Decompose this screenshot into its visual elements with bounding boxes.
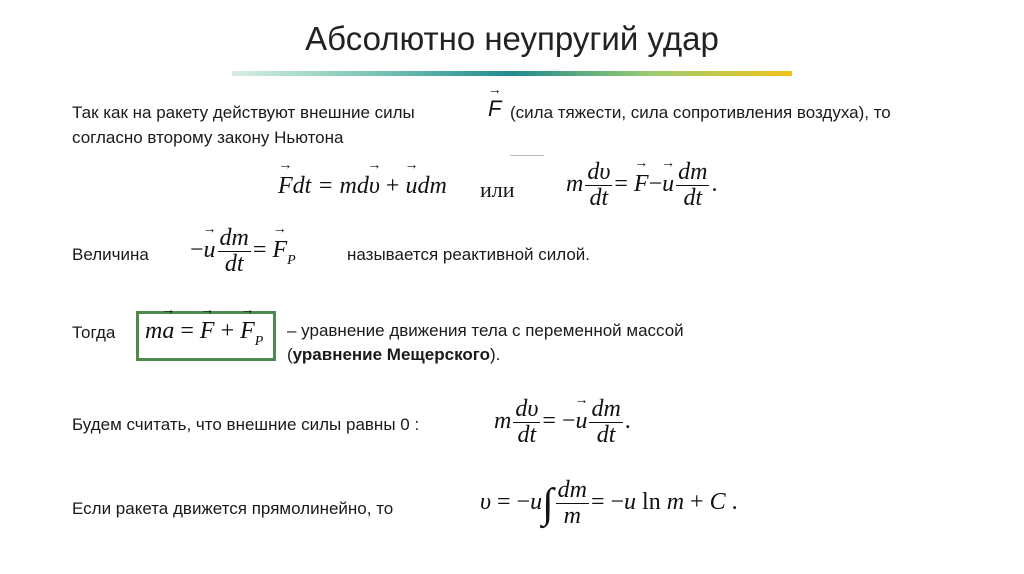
title-gradient-bar bbox=[232, 71, 792, 76]
meshchersky-line-2: (уравнение Мещерского). bbox=[287, 345, 501, 364]
meshchersky-bold: уравнение Мещерского bbox=[292, 345, 490, 364]
newton-equation: F →dt = mdυ → + u →dm bbox=[278, 173, 447, 200]
paragraph-1-line-2: согласно второму закону Ньютона bbox=[72, 128, 344, 147]
togda-label: Тогда bbox=[72, 323, 116, 342]
external-zero-text: Будем считать, что внешние силы равны 0 : bbox=[72, 415, 420, 434]
slide-title: Абсолютно неупругий удар bbox=[305, 20, 719, 57]
zero-force-formula: m $\frac{d\upsilon}{dt}$ = −u → $\frac{dm}{dt}$ . bbox=[494, 397, 631, 448]
force-vector-symbol: F → bbox=[488, 96, 501, 122]
meshchersky-formula: ma → = F → + $F \to_P$ bbox=[145, 318, 263, 345]
reactive-force-formula: −u → $\frac{dm}{dt}$ = $F \to_P$ bbox=[190, 226, 296, 277]
paragraph-1-line-1b: (сила тяжести, сила сопротивления воздуха), то bbox=[510, 103, 891, 122]
meshchersky-line-1: – уравнение движения тела с переменной массой bbox=[287, 321, 684, 340]
ili-word: или bbox=[480, 177, 515, 202]
divider-mark bbox=[510, 155, 544, 156]
velichina-tail: называется реактивной силой. bbox=[347, 245, 591, 264]
integral-sign: ∫ bbox=[542, 480, 554, 527]
newton-equation-derivative: m $\frac{d\upsilon}{dt}$ = F →−u → $\frac{dm}{dt}$ . bbox=[566, 160, 717, 211]
paragraph-1-line-1a: Так как на ракету действуют внешние силы bbox=[72, 103, 415, 122]
velichina-label: Величина bbox=[72, 245, 149, 264]
straight-line-text: Если ракета движется прямолинейно, то bbox=[72, 499, 394, 518]
tsiolkovsky-formula: υ = −u∫ $\frac{dm}{m}$ = −u ln m + C . bbox=[480, 477, 738, 529]
